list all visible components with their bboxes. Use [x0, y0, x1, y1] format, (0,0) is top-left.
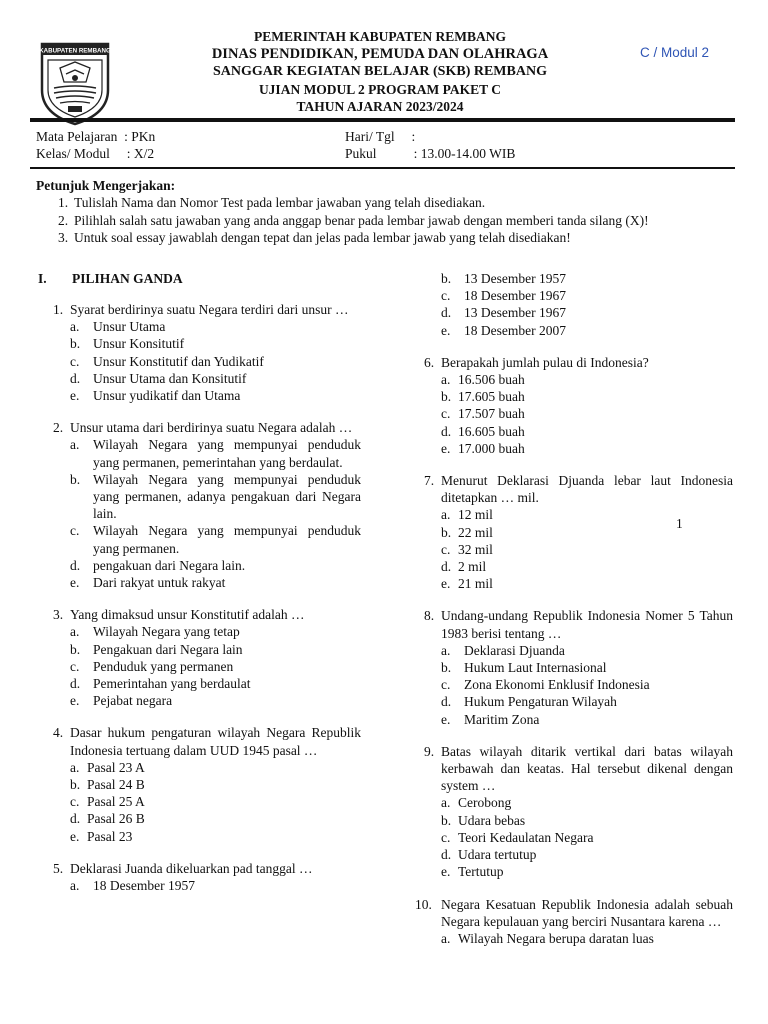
answer-option	[441, 440, 733, 457]
option-letter: e.	[441, 322, 451, 338]
class-module-field: Kelas/ Modul : X/2	[36, 146, 155, 161]
option-letter: b.	[441, 389, 452, 405]
question-stem: Deklarasi Juanda dikeluarkan pad tanggal …	[70, 860, 313, 876]
question-number: 10.	[415, 896, 432, 912]
option-letter: a.	[70, 878, 80, 894]
answer-option	[70, 387, 361, 404]
answer-option	[70, 436, 361, 470]
option-text: Pengakuan dari Negara lain	[93, 641, 243, 657]
question-stem: Menurut Deklarasi Djuanda lebar laut Indonesia ditetapkan … mil.	[441, 473, 733, 506]
question-5-options-continued	[415, 270, 733, 339]
option-text: Wilayah Negara yang mempunyai penduduk yang permanen, adanya pengakuan dari Negara lain.	[93, 471, 361, 522]
answer-option	[441, 541, 733, 558]
option-letter: d.	[441, 305, 452, 321]
question-text	[415, 896, 733, 930]
option-text: Pasal 23	[87, 828, 133, 844]
question-text	[38, 860, 361, 877]
info-divider	[30, 167, 735, 169]
answer-option	[70, 318, 361, 335]
answer-option	[441, 322, 733, 339]
option-letter: a.	[441, 795, 451, 811]
question-text	[415, 743, 733, 795]
answer-option	[70, 335, 361, 352]
option-letter: c.	[70, 794, 80, 810]
option-text: 17.605 buah	[458, 389, 525, 405]
question-stem: Undang-undang Republik Indonesia Nomer 5 Tahun 1983 berisi tentang …	[441, 608, 733, 641]
answer-option	[441, 304, 733, 321]
answer-option	[441, 863, 733, 880]
option-text: Dari rakyat untuk rakyat	[93, 575, 226, 591]
answer-option	[70, 810, 361, 827]
options-list	[415, 794, 733, 880]
header-line-4: UJIAN MODUL 2 PROGRAM PAKET C	[258, 81, 502, 97]
option-text: Pemerintahan yang berdaulat	[93, 676, 251, 692]
option-letter: c.	[441, 677, 451, 693]
option-letter: a.	[70, 319, 80, 335]
option-letter: e.	[441, 864, 451, 880]
option-letter: b.	[441, 524, 452, 540]
option-letter: a.	[70, 624, 80, 640]
day-date-field: Hari/ Tgl :	[345, 129, 416, 144]
question-number: 8.	[424, 608, 435, 624]
answer-option	[70, 658, 361, 675]
question-stem: Unsur utama dari berdirinya suatu Negara adalah …	[70, 420, 353, 436]
question-number: 5.	[53, 860, 64, 876]
options-list	[415, 930, 733, 947]
question-stem: Berapakah jumlah pulau di Indonesia?	[441, 354, 649, 370]
question-number: 1.	[53, 302, 64, 317]
option-letter: d.	[441, 423, 452, 439]
option-letter: b.	[441, 660, 452, 676]
options-list	[38, 436, 361, 591]
question-stem: Syarat berdirinya suatu Negara terdiri dari unsur …	[70, 302, 349, 317]
answer-option	[441, 405, 733, 422]
option-text: 18 Desember 1967	[464, 288, 566, 304]
option-letter: d.	[70, 370, 81, 386]
right-column	[415, 270, 733, 962]
answer-option	[70, 557, 361, 574]
options-list	[415, 371, 733, 457]
question-number: 6.	[424, 354, 435, 370]
question-text	[415, 472, 733, 506]
instructions	[36, 177, 736, 246]
option-letter: c.	[70, 353, 80, 369]
question-7	[415, 472, 733, 592]
header-line-2: DINAS PENDIDIKAN, PEMUDA DAN OLAHRAGA	[211, 45, 549, 62]
option-text: Unsur Utama dan Konsitutif	[93, 370, 247, 386]
option-text: Pejabat negara	[93, 693, 173, 709]
instruction-item: 3. Untuk soal essay jawablah dengan tepat dan jelas pada lembar jawab yang telah disediakan!	[58, 229, 571, 245]
option-letter: e.	[441, 576, 451, 592]
option-text: 17.507 buah	[458, 406, 525, 422]
options-list	[415, 506, 733, 592]
question-number: 4.	[53, 725, 64, 741]
option-letter: e.	[70, 575, 80, 591]
answer-option	[70, 353, 361, 370]
options-list	[38, 623, 361, 709]
option-text: Deklarasi Djuanda	[464, 642, 565, 658]
question-text	[38, 606, 361, 623]
left-column	[38, 270, 361, 909]
answer-option	[441, 423, 733, 440]
answer-option	[70, 574, 361, 591]
letterhead	[150, 28, 610, 116]
answer-option	[70, 828, 361, 845]
option-letter: a.	[441, 930, 451, 946]
answer-option	[441, 575, 733, 592]
option-text: Pasal 25 A	[87, 794, 145, 810]
option-letter: d.	[70, 557, 81, 573]
question-text	[38, 301, 361, 318]
option-letter: a.	[70, 437, 80, 453]
answer-option	[441, 676, 733, 693]
answer-option	[441, 659, 733, 676]
header-line-5: TAHUN AJARAN 2023/2024	[296, 99, 464, 114]
option-text: 13 Desember 1957	[464, 271, 566, 286]
question-stem: Yang dimaksud unsur Konstitutif adalah …	[70, 607, 305, 623]
option-letter: c.	[70, 523, 80, 539]
option-text: Udara tertutup	[458, 847, 537, 863]
option-text: Wilayah Negara yang mempunyai penduduk yang permanen.	[93, 523, 361, 556]
answer-option	[441, 371, 733, 388]
question-number: 7.	[424, 473, 435, 489]
answer-option	[70, 623, 361, 640]
answer-option	[441, 506, 733, 523]
option-text: Unsur Konsitutif	[93, 336, 185, 352]
option-letter: d.	[441, 847, 452, 863]
option-letter: d.	[441, 694, 452, 710]
question-text	[415, 607, 733, 641]
answer-option	[70, 522, 361, 556]
option-text: 2 mil	[458, 559, 487, 575]
option-letter: e.	[70, 388, 80, 404]
option-letter: e.	[441, 440, 451, 456]
option-letter: a.	[70, 759, 80, 775]
option-letter: a.	[441, 372, 451, 388]
option-text: Unsur Konstitutif dan Yudikatif	[93, 353, 264, 369]
question-text	[38, 724, 361, 758]
option-letter: b.	[441, 812, 452, 828]
instructions-title: Petunjuk Mengerjakan:	[36, 178, 176, 193]
option-text: Pasal 24 B	[87, 777, 145, 793]
answer-option	[441, 642, 733, 659]
options-list	[38, 318, 361, 404]
option-letter: d.	[70, 811, 81, 827]
regency-crest-logo	[38, 40, 112, 126]
answer-option	[70, 759, 361, 776]
option-text: Teori Kedaulatan Negara	[458, 829, 594, 845]
option-text: Wilayah Negara yang tetap	[93, 624, 240, 640]
question-stem: Dasar hukum pengaturan wilayah Negara Republik Indonesia tertuang dalam UUD 1945 pasal …	[70, 725, 361, 758]
option-letter: c.	[70, 658, 80, 674]
option-letter: c.	[441, 288, 451, 304]
question-number: 9.	[424, 743, 435, 759]
option-letter: e.	[70, 693, 80, 709]
answer-option	[70, 471, 361, 523]
answer-option	[441, 711, 733, 728]
section-heading: I. PILIHAN GANDA	[38, 271, 183, 286]
option-letter: b.	[441, 271, 452, 286]
answer-option	[70, 675, 361, 692]
option-text: 13 Desember 1967	[464, 305, 566, 321]
option-text: 21 mil	[458, 576, 493, 592]
option-text: Pasal 23 A	[87, 759, 145, 775]
option-letter: c.	[441, 829, 451, 845]
option-text: Udara bebas	[458, 812, 526, 828]
option-text: Zona Ekonomi Enklusif Indonesia	[464, 677, 650, 693]
option-text: 17.000 buah	[458, 440, 525, 456]
answer-option	[70, 776, 361, 793]
module-tag: C / Modul 2	[640, 45, 710, 60]
question-4	[38, 724, 361, 844]
header-line-3: SANGGAR KEGIATAN BELAJAR (SKB) REMBANG	[213, 64, 547, 79]
answer-option	[441, 846, 733, 863]
option-letter: c.	[441, 541, 451, 557]
options-list	[38, 759, 361, 845]
answer-option	[441, 829, 733, 846]
time-field: Pukul : 13.00-14.00 WIB	[345, 146, 516, 161]
question-2	[38, 419, 361, 591]
answer-option	[70, 370, 361, 387]
answer-option	[441, 287, 733, 304]
question-3	[38, 606, 361, 709]
option-text: 16.605 buah	[458, 423, 525, 439]
option-letter: a.	[441, 507, 451, 523]
question-10	[415, 896, 733, 948]
question-1	[38, 301, 361, 404]
option-text: Wilayah Negara yang mempunyai penduduk yang permanen, pemerintahan yang berdaulat.	[93, 437, 361, 470]
option-text: 12 mil	[458, 507, 493, 523]
answer-option	[441, 812, 733, 829]
option-text: 32 mil	[458, 541, 493, 557]
stray-mark: 1	[676, 516, 683, 531]
instruction-item: 1. Tulislah Nama dan Nomor Test pada lembar jawaban yang telah disediakan.	[58, 195, 486, 211]
option-text: 18 Desember 2007	[464, 322, 566, 338]
question-number: 3.	[53, 607, 64, 623]
option-letter: e.	[441, 711, 451, 727]
option-letter: c.	[441, 406, 451, 422]
option-text: Unsur Utama	[93, 319, 166, 335]
option-text: Wilayah Negara berupa daratan luas	[458, 930, 654, 946]
subject-field: Mata Pelajaran : PKn	[36, 129, 156, 144]
option-letter: e.	[70, 828, 80, 844]
question-text	[38, 419, 361, 436]
answer-option	[441, 693, 733, 710]
option-text: Tertutup	[458, 864, 504, 880]
question-stem: Batas wilayah ditarik vertikal dari batas wilayah kerbawah dan keatas. Hal tersebut dikenal dengan system …	[441, 743, 733, 794]
option-letter: d.	[441, 559, 452, 575]
option-letter: a.	[441, 642, 451, 658]
option-letter: d.	[70, 676, 81, 692]
question-5	[38, 860, 361, 894]
answer-option	[441, 388, 733, 405]
answer-option	[70, 877, 361, 894]
option-text: pengakuan dari Negara lain.	[93, 557, 246, 573]
question-number: 2.	[53, 420, 64, 436]
header-line-1: PEMERINTAH KABUPATEN REMBANG	[253, 29, 506, 44]
option-letter: b.	[70, 777, 81, 793]
option-text: Unsur yudikatif dan Utama	[93, 388, 241, 404]
answer-option	[70, 692, 361, 709]
answer-option	[441, 524, 733, 541]
instruction-item: 2. Pilihlah salah satu jawaban yang anda anggap benar pada lembar jawab dengan memberi tanda silang (X)!	[58, 212, 649, 228]
logo-text: KABUPATEN REMBANG	[39, 47, 111, 55]
option-letter: b.	[70, 641, 81, 657]
answer-option	[441, 930, 733, 947]
question-6	[415, 354, 733, 457]
options-list	[415, 642, 733, 728]
option-text: 18 Desember 1957	[93, 878, 195, 894]
answer-option	[441, 794, 733, 811]
option-text: Hukum Laut Internasional	[464, 660, 607, 676]
option-text: Pasal 26 B	[87, 811, 145, 827]
answer-option	[441, 270, 733, 287]
option-text: 16.506 buah	[458, 372, 525, 388]
question-stem: Negara Kesatuan Republik Indonesia adalah sebuah Negara kepulauan yang berciri Nusantara karena …	[441, 896, 733, 929]
answer-option	[441, 558, 733, 575]
question-8	[415, 607, 733, 727]
answer-option	[70, 641, 361, 658]
answer-option	[70, 793, 361, 810]
option-text: Hukum Pengaturan Wilayah	[464, 694, 617, 710]
option-letter: b.	[70, 471, 81, 487]
option-letter: b.	[70, 336, 81, 352]
question-text	[415, 354, 733, 371]
option-text: Cerobong	[458, 795, 512, 811]
option-text: Maritim Zona	[464, 711, 540, 727]
header-divider	[30, 118, 735, 122]
options-list	[38, 877, 361, 894]
question-9	[415, 743, 733, 881]
option-text: 22 mil	[458, 524, 493, 540]
option-text: Penduduk yang permanen	[93, 658, 234, 674]
